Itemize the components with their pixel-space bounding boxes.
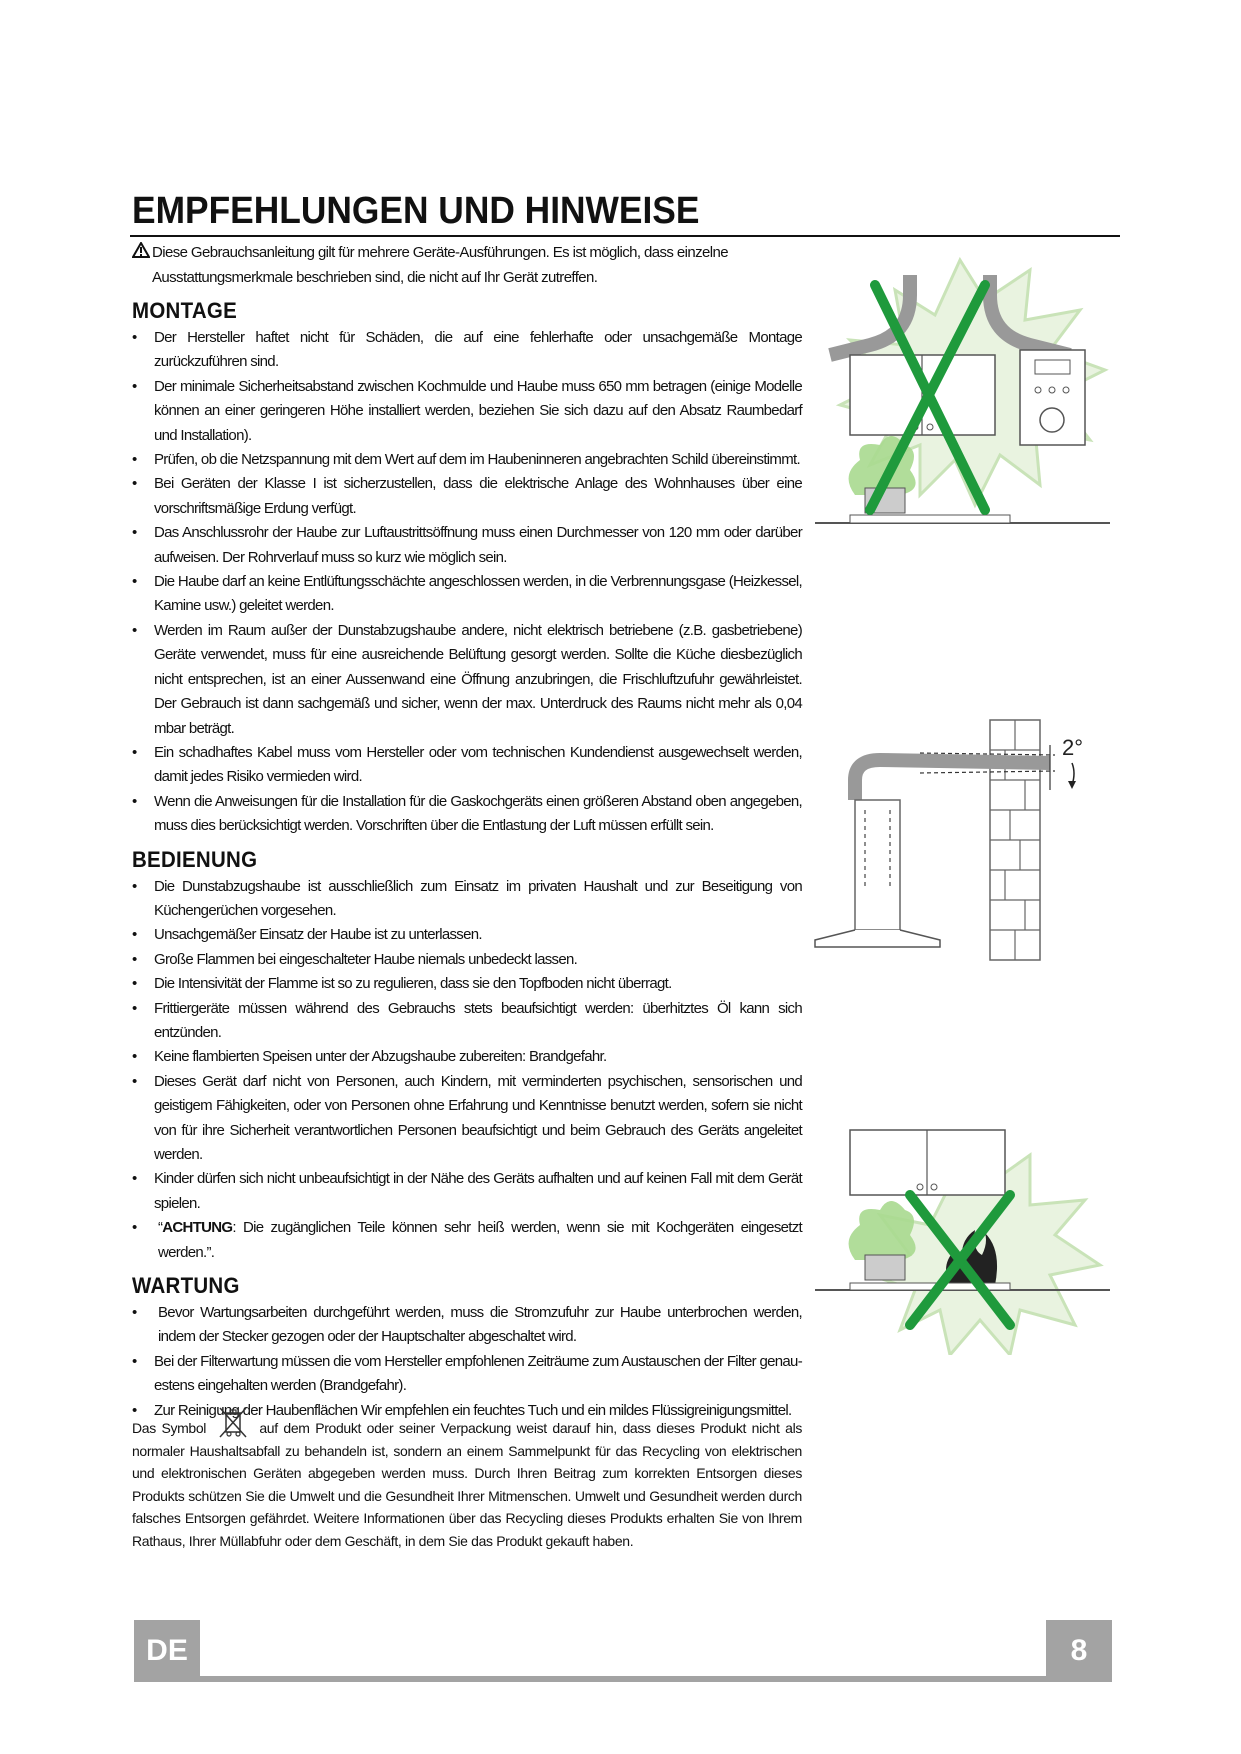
montage-list xyxy=(132,326,802,839)
list-item: • Der Hersteller haftet nicht für Schäden, die auf eine fehlerhafte oder unsachgemäße Montage zurückzuführen sind. xyxy=(132,326,802,375)
intro-note xyxy=(132,240,802,290)
list-item: • Dieses Gerät darf nicht von Personen, auch Kindern, mit verminderten psychischen, sensorischen und geistigem Fähigkeiten, oder von Personen ohne Erfahrung und Kenntnisse benutzt werden, sofern sie nicht von für ihre Sicherheit verantwortlichen Personen beaufsichtigt und beim Gebrauch des Geräts angeleitet werden. xyxy=(132,1070,802,1168)
warning-label: ACHTUNG xyxy=(162,1219,233,1237)
figure-no-flambe xyxy=(810,1125,1110,1355)
section-heading-wartung: WARTUNG xyxy=(132,1273,240,1299)
weee-text-before: Das Symbol xyxy=(132,1420,207,1436)
section-heading-montage: MONTAGE xyxy=(132,298,238,323)
intro-text: Diese Gebrauchsanleitung gilt für mehrere Geräte-Ausführungen. Es ist möglich, dass einzelne Ausstattungsmerkmale beschrieben sind, die nicht auf Ihr Gerät zutreffen. xyxy=(152,244,728,286)
weee-notice xyxy=(132,1405,802,1552)
chimney-column xyxy=(855,800,900,930)
language-tab: DE xyxy=(134,1620,200,1682)
title-rule xyxy=(130,235,1120,237)
list-item: • Keine flambierten Speisen unter der Abzugshaube zubereiten: Brandgefahr. xyxy=(132,1045,802,1069)
list-item: • Die Haube darf an keine Entlüftungsschächte angeschlossen werden, in die Verbrennungsgase (Heizkessel, Kamine usw.) geleitet werden. xyxy=(132,570,802,619)
figure-duct-slope xyxy=(810,715,1100,965)
steam-cloud xyxy=(849,1201,916,1260)
list-item: • Kinder dürfen sich nicht unbeaufsichtigt in der Nähe des Geräts aufhalten und auf keinen Fall mit dem Gerät spielen. xyxy=(132,1167,802,1216)
weee-text-after: auf dem Produkt oder seiner Verpackung weist darauf hin, dass dieses Produkt nicht als normaler Haushaltsabfall zu behandeln ist, sondern an einem Sammelpunkt für das Recycling von elektrischen und elektronischen Geräten abgegeben werden muss. Durch Ihren Beitrag zum korrekten Entsorgen dieses Produkts schützen Sie die Umwelt und die Gesundheit Ihrer Mitmenschen. Umwelt und Gesundheit werden durch falsches Entsorgen gefährdet. Weitere Informationen über das Recycling dieses Produkts erhalten Sie von Ihrem Rathaus, Ihrer Müllabfuhr oder dem Geschäft, in dem Sie das Produkt gekauft haben. xyxy=(132,1420,802,1549)
angle-label: 2° xyxy=(1062,735,1084,760)
list-item: • Ein schadhaftes Kabel muss vom Hersteller oder vom technischen Kundendienst ausgewechselt werden, damit jedes Risiko vermieden wird. xyxy=(132,741,802,790)
figure-hood-wrong-installation xyxy=(810,255,1110,545)
list-item: • Werden im Raum außer der Dunstabzugshaube andere, nicht elektrisch betriebene (z.B. gasbetriebene) Geräte verwendet, muss für eine ausreichende Belüftung gesorgt werden. Sollte die Küche diesbezüglich nicht entsprechen, ist an einer Aussenwand eine Öffnung anzubringen, die Frischluftzufuhr gewährleistet. Der Gebrauch ist dann sachgemäß und sicher, wenn der max. Unterdruck des Raums nicht mehr als 0,04 mbar beträgt. xyxy=(132,619,802,741)
list-item-warning: • “ACHTUNG: Die zugänglichen Teile können sehr heiß werden, wenn sie mit Kochgeräten eingesetzt werden.”. xyxy=(132,1216,802,1265)
list-item: • Der minimale Sicherheitsabstand zwischen Kochmulde und Haube muss 650 mm betragen (einige Modelle können an einer geringeren Höhe installiert werden, beziehen Sie sich dazu auf den Absatz Raumbedarf und Installation). xyxy=(132,375,802,448)
page-number: 8 xyxy=(1046,1620,1112,1682)
page-title: EMPFEHLUNGEN UND HINWEISE xyxy=(132,190,700,232)
list-item: • Wenn die Anweisungen für die Installation für die Gaskochgeräts einen größeren Abstand oben angegeben, muss dies berücksichtigt werden. Vorschriften über die Entlastung der Luft müssen erfüllt sein. xyxy=(132,790,802,839)
list-item: • Zur Reinigung der Haubenflächen Wir empfehlen ein feuchtes Tuch und ein mildes Flüssigreinigungsmittel. xyxy=(132,1399,802,1423)
list-item: • Bevor Wartungsarbeiten durchgeführt werden, muss die Stromzufuhr zur Haube unterbrochen werden, indem der Stecker gezogen oder der Hauptschalter abgeschaltet wird. xyxy=(132,1301,802,1350)
warning-triangle-icon xyxy=(132,242,150,258)
list-item: • Unsachgemäßer Einsatz der Haube ist zu unterlassen. xyxy=(132,923,802,947)
list-item: • Die Dunstabzugshaube ist ausschließlich zum Einsatz im privaten Haushalt und zur Beseitigung von Küchengerüchen vorgesehen. xyxy=(132,875,802,924)
warning-text: : Die zugänglichen Teile können sehr heiß werden, wenn sie mit Kochgeräten eingesetzt werden.”. xyxy=(158,1219,802,1261)
section-heading-bedienung: BEDIENUNG xyxy=(132,846,258,872)
crossed-bin-icon xyxy=(216,1405,250,1439)
list-item: • Das Anschlussrohr der Haube zur Luftaustrittsöffnung muss einen Durchmesser von 120 mm oder darüber aufweisen. Der Rohrverlauf muss so kurz wie möglich sein. xyxy=(132,521,802,570)
list-item: • Frittiergeräte müssen während des Gebrauchs stets beaufsichtigt werden: überhitztes Öl kann sich entzünden. xyxy=(132,997,802,1046)
list-item: • Bei der Filterwartung müssen die vom Hersteller empfohlenen Zeiträume zum Austauschen der Filter genau-estens eingehalten werden (Brandgefahr). xyxy=(132,1350,802,1399)
list-item: • Prüfen, ob die Netzspannung mit dem Wert auf dem im Haubeninneren angebrachten Schild übereinstimmt. xyxy=(132,448,802,472)
bedienung-list xyxy=(132,875,802,1266)
list-item: • Die Intensivität der Flamme ist so zu regulieren, dass sie den Topfboden nicht überragt. xyxy=(132,972,802,996)
footer-bar xyxy=(200,1676,1046,1682)
list-item: • Bei Geräten der Klasse I ist sicherzustellen, dass die elektrische Anlage des Wohnhauses über eine vorschriftsmäßige Erdung verfügt. xyxy=(132,472,802,521)
page-footer xyxy=(134,1620,1112,1682)
cooking-pot xyxy=(865,1255,905,1280)
list-item: • Große Flammen bei eingeschalteter Haube niemals unbedeckt lassen. xyxy=(132,948,802,972)
main-text xyxy=(132,240,802,1423)
